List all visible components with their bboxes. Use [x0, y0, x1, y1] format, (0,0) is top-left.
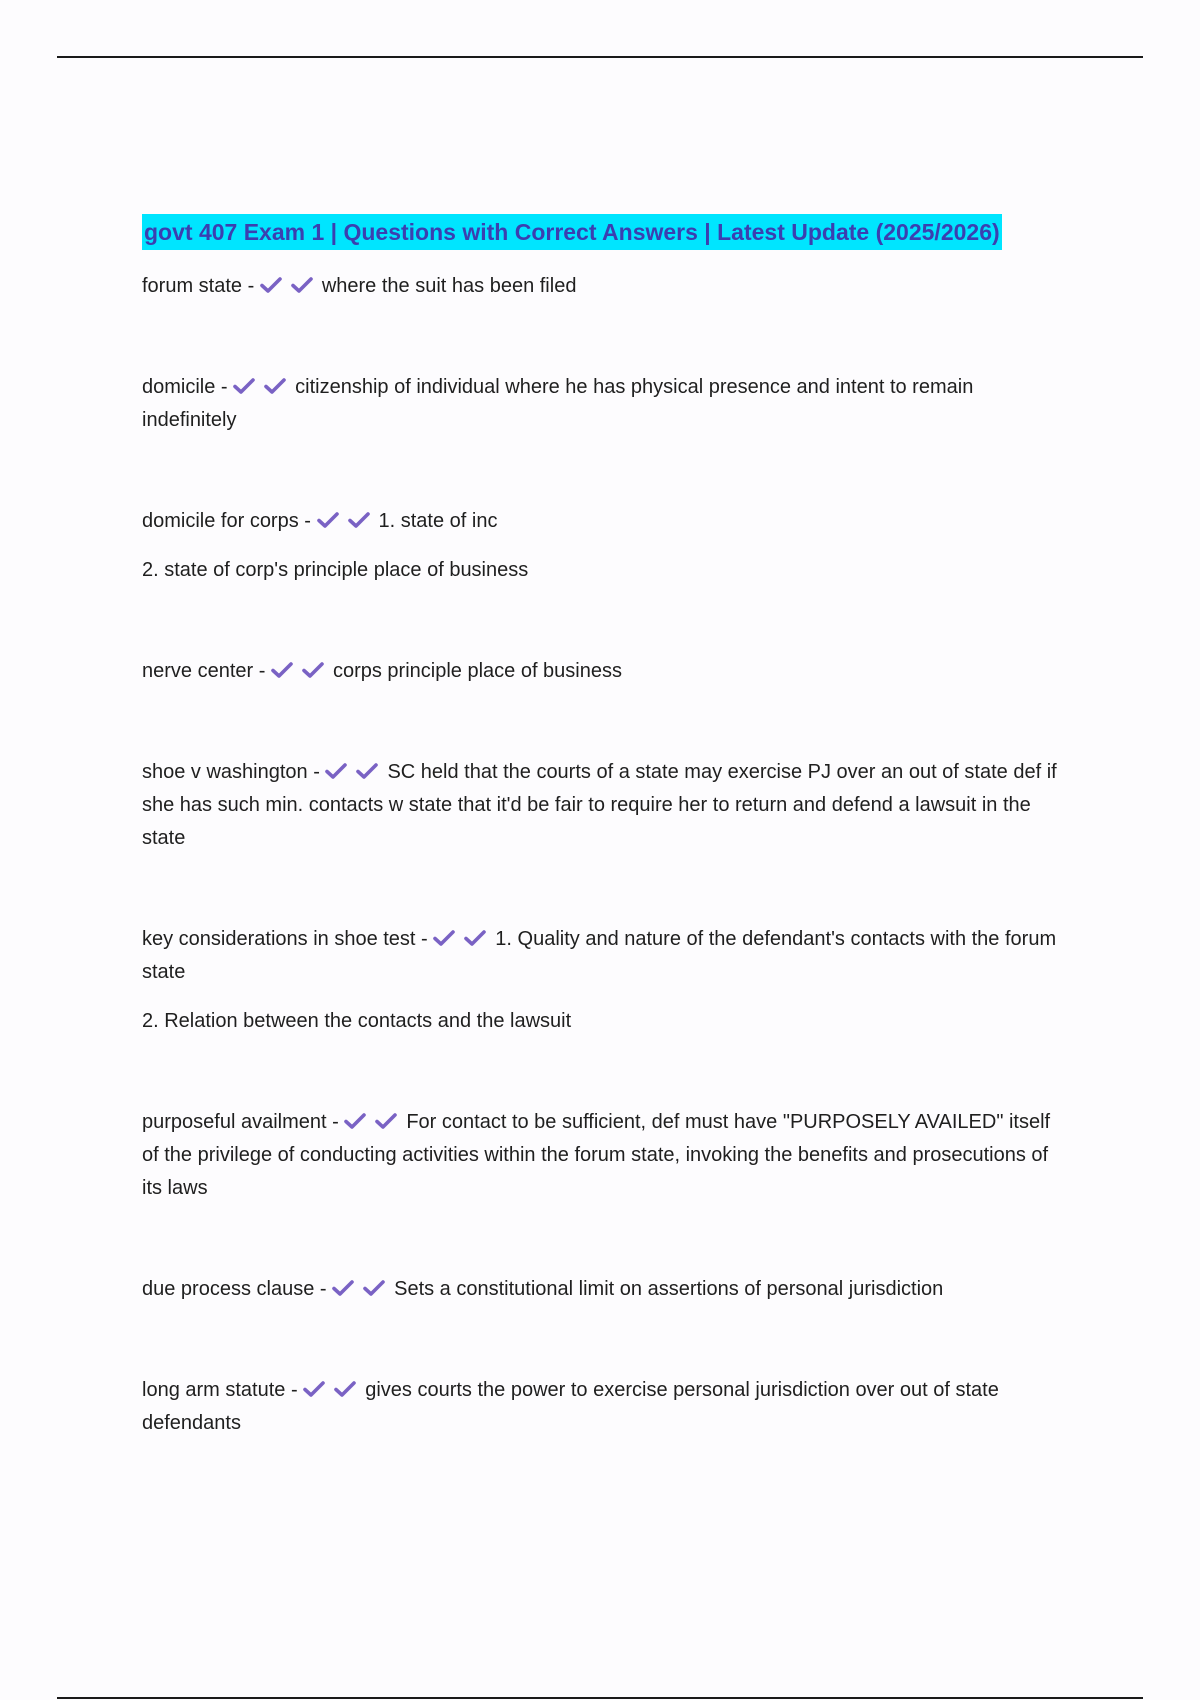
check-icon [260, 276, 282, 294]
qa-line [142, 371, 1062, 437]
check-icon [363, 1279, 385, 1297]
check-icon [356, 762, 378, 780]
bottom-rule [57, 1697, 1143, 1699]
check-icon [291, 276, 313, 294]
definition: corps principle place of business [332, 660, 622, 682]
term: domicile [142, 376, 216, 398]
qa-line [142, 1273, 1062, 1306]
check-icon [334, 1380, 356, 1398]
separator: - [326, 1111, 345, 1133]
check-icon [332, 1279, 354, 1297]
qa-item [142, 371, 1062, 437]
qa-item [142, 505, 1062, 587]
definition: citizenship of individual where he has physical presence and intent to remain indefinitely [142, 376, 974, 431]
separator: - [415, 928, 434, 950]
qa-item [142, 1273, 1062, 1306]
term: shoe v washington [142, 761, 308, 783]
qa-item [142, 270, 1062, 303]
qa-line [142, 1374, 1062, 1440]
definition: gives courts the power to exercise personal jurisdiction over out of state defendants [142, 1379, 999, 1434]
separator: - [285, 1379, 304, 1401]
check-icon [233, 377, 255, 395]
check-icon [271, 661, 293, 679]
qa-line [142, 270, 1062, 303]
definition: 1. state of inc [378, 510, 498, 532]
check-icon [433, 929, 455, 947]
term: domicile for corps [142, 510, 299, 532]
definition-continued: 2. state of corp's principle place of business [142, 559, 529, 581]
qa-line [142, 655, 1062, 688]
qa-item [142, 655, 1062, 688]
term: key considerations in shoe test [142, 928, 416, 950]
qa-line [142, 1106, 1062, 1205]
definition: Sets a constitutional limit on assertions of personal jurisdiction [394, 1278, 944, 1300]
qa-item [142, 756, 1062, 855]
document-content [142, 214, 1062, 1508]
definition-continued: 2. Relation between the contacts and the lawsuit [142, 1010, 572, 1032]
check-icon [344, 1112, 366, 1130]
definition: SC held that the courts of a state may exercise PJ over an out of state def if she has such min. contacts w state that it'd be fair to require her to return and defend a lawsuit in the state [142, 761, 1057, 849]
term: nerve center [142, 660, 254, 682]
check-icon [375, 1112, 397, 1130]
term: due process clause [142, 1278, 315, 1300]
definition: where the suit has been filed [321, 275, 577, 297]
separator: - [298, 510, 317, 532]
check-icon [317, 511, 339, 529]
definition: For contact to be sufficient, def must have "PURPOSELY AVAILED" itself of the privilege of conducting activities within the forum state, invoking the benefits and prosecutions of its laws [142, 1111, 1051, 1199]
qa-item [142, 1106, 1062, 1205]
top-rule [57, 56, 1143, 58]
document-title: govt 407 Exam 1 | Questions with Correct Answers | Latest Update (2025/2026) [142, 214, 1002, 250]
check-icon [302, 661, 324, 679]
term: forum state [142, 275, 243, 297]
separator: - [253, 660, 271, 682]
qa-list [142, 270, 1062, 1440]
check-icon [348, 511, 370, 529]
definition: 1. Quality and nature of the defendant's contacts with the forum state [142, 928, 1057, 983]
separator: - [307, 761, 326, 783]
qa-item [142, 923, 1062, 1038]
separator: - [242, 275, 260, 297]
qa-line [142, 756, 1062, 855]
qa-item [142, 1374, 1062, 1440]
check-icon [303, 1380, 325, 1398]
check-icon [325, 762, 347, 780]
term: purposeful availment [142, 1111, 327, 1133]
term: long arm statute [142, 1379, 286, 1401]
qa-line [142, 505, 1062, 538]
qa-line [142, 923, 1062, 989]
separator: - [215, 376, 234, 398]
check-icon [464, 929, 486, 947]
separator: - [314, 1278, 333, 1300]
check-icon [264, 377, 286, 395]
